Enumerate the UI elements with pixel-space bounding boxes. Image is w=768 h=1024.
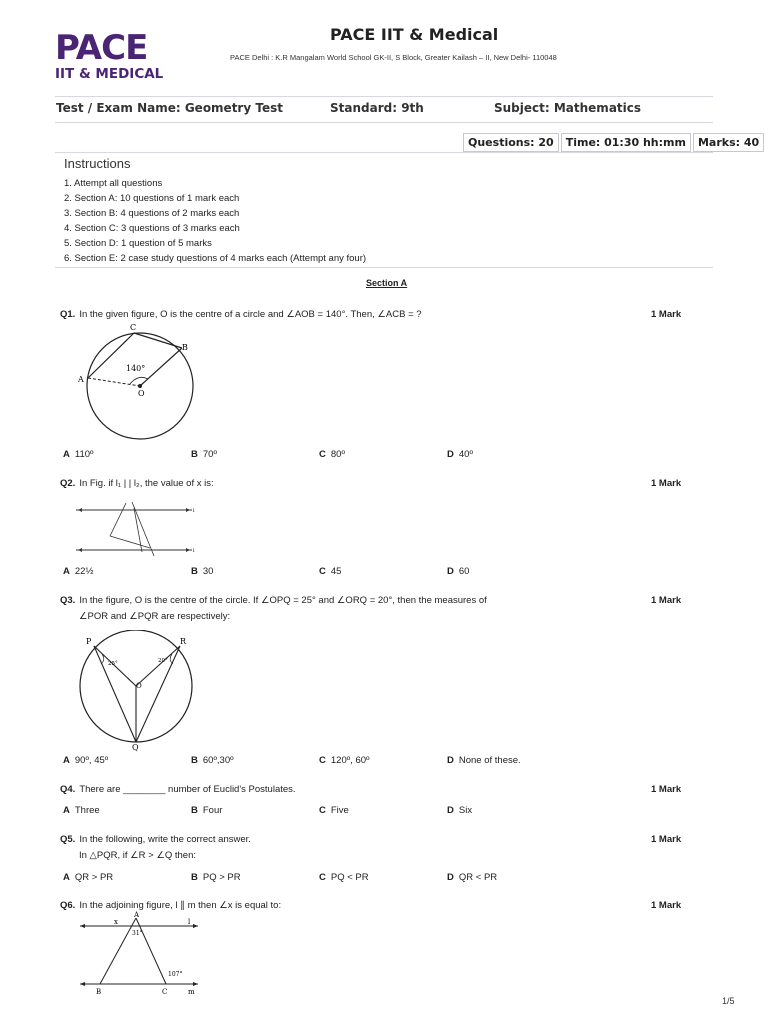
question-2-text <box>60 478 214 489</box>
q4-option-d: D Six <box>447 805 473 816</box>
marks-box: Marks: 40 <box>693 133 764 152</box>
label-c: C <box>162 988 168 996</box>
instruction-item: 6. Section E: 2 case study questions of 4 marks each (Attempt any four) <box>64 253 367 264</box>
question-number: Q5. <box>60 834 76 845</box>
question-text: There are ________ number of Euclid's Postulates. <box>79 784 296 795</box>
label-angle: 140° <box>126 364 146 373</box>
question-number: Q1. <box>60 309 76 320</box>
question-text: In the figure, O is the centre of the circle. If ∠OPQ = 25° and ∠ORQ = 20°, then the measures of <box>79 595 487 606</box>
instruction-item: 5. Section D: 1 question of 5 marks <box>64 238 212 249</box>
label-a: A <box>78 375 84 384</box>
question-text: In the following, write the correct answer. <box>79 834 251 845</box>
q1-option-c: C 80º <box>319 449 345 460</box>
question-text: In the given figure, O is the centre of a circle and ∠AOB = 140°. Then, ∠ACB = ? <box>79 309 422 320</box>
q4-option-a: A Three <box>63 805 100 816</box>
q2-option-d: D 60 <box>447 566 470 577</box>
label-r: R <box>180 637 187 646</box>
exam-stats <box>463 133 764 152</box>
question-text: In the adjoining figure, l ∥ m then ∠x is equal to: <box>79 900 282 911</box>
instruction-item: 2. Section A: 10 questions of 1 mark each <box>64 193 240 204</box>
question-3-figure <box>72 630 200 752</box>
label-angle-107: 107° <box>168 971 183 978</box>
question-2-figure <box>72 500 198 558</box>
exam-subject: Subject: Mathematics <box>494 101 642 115</box>
q4-option-c: C Five <box>319 805 349 816</box>
section-title: Section A <box>366 278 408 288</box>
question-5-text-line2: In △PQR, if ∠R > ∠Q then: <box>79 850 197 861</box>
meta-divider <box>55 122 713 123</box>
svg-text:l: l <box>193 508 195 514</box>
question-1-text <box>60 309 422 320</box>
exam-standard: Standard: 9th <box>330 101 424 115</box>
q5-option-d: D QR < PR <box>447 872 498 883</box>
question-number: Q4. <box>60 784 76 795</box>
svg-text:l: l <box>193 548 195 554</box>
q2-option-a: A 22½ <box>63 566 94 577</box>
q5-option-b: B PQ > PR <box>191 872 241 883</box>
question-number: Q2. <box>60 478 76 489</box>
q3-option-b: B 60º,30º <box>191 755 234 766</box>
questions-count-box: Questions: 20 <box>463 133 559 152</box>
question-4-mark: 1 Mark <box>651 784 682 795</box>
q5-option-a: A QR > PR <box>63 872 114 883</box>
label-l: l <box>188 918 191 926</box>
label-b: B <box>182 343 188 352</box>
label-angle-20: 20° <box>158 658 168 664</box>
label-c: C <box>130 324 137 332</box>
question-3-mark: 1 Mark <box>651 595 682 606</box>
label-q: Q <box>132 743 139 752</box>
address-line: PACE Delhi : K.R Mangalam World School GK-II, S Block, Greater Kailash – II, New Delhi- 110048 <box>230 53 557 62</box>
instruction-item: 3. Section B: 4 questions of 2 marks each <box>64 208 240 219</box>
label-o: O <box>136 682 142 690</box>
question-6-mark: 1 Mark <box>651 900 682 911</box>
q3-option-a: A 90º, 45º <box>63 755 109 766</box>
instructions-list <box>64 176 366 266</box>
q1-option-a: A 110º <box>63 449 94 460</box>
logo-top-text: PACE <box>55 28 148 68</box>
q2-option-c: C 45 <box>319 566 342 577</box>
instructions-divider <box>55 267 713 268</box>
label-x: x <box>114 918 118 926</box>
q4-option-b: B Four <box>191 805 223 816</box>
question-5-text <box>60 834 251 845</box>
label-b: B <box>96 988 102 996</box>
question-3-text-line2: ∠POR and ∠PQR are respectively: <box>79 611 231 622</box>
q3-option-d: D None of these. <box>447 755 521 766</box>
page-number: 1/5 <box>722 996 735 1006</box>
question-number: Q3. <box>60 595 76 606</box>
q5-option-c: C PQ < PR <box>319 872 369 883</box>
q1-option-b: B 70º <box>191 449 217 460</box>
label-angle-25: 25° <box>108 661 118 667</box>
instruction-item: 1. Attempt all questions <box>64 178 163 189</box>
page-title: PACE IIT & Medical <box>330 25 499 44</box>
q2-option-b: B 30 <box>191 566 214 577</box>
pace-logo <box>55 30 170 88</box>
label-m: m <box>188 988 195 996</box>
header-divider <box>55 96 713 97</box>
question-1-figure <box>72 324 202 442</box>
q1-option-d: D 40º <box>447 449 473 460</box>
instruction-item: 4. Section C: 3 questions of 3 marks each <box>64 223 240 234</box>
question-5-mark: 1 Mark <box>651 834 682 845</box>
stats-divider <box>55 152 713 153</box>
q3-option-c: C 120º, 60º <box>319 755 370 766</box>
question-2-mark: 1 Mark <box>651 478 682 489</box>
question-4-text <box>60 784 296 795</box>
question-1-mark: 1 Mark <box>651 309 682 320</box>
question-3-text <box>60 595 487 606</box>
label-p: P <box>86 637 92 646</box>
time-box: Time: 01:30 hh:mm <box>561 133 691 152</box>
label-a: A <box>134 911 140 919</box>
logo-bottom-text: IIT & MEDICAL <box>55 66 164 82</box>
question-number: Q6. <box>60 900 76 911</box>
question-6-figure <box>76 910 202 996</box>
instructions-title: Instructions <box>64 156 131 171</box>
label-angle-31: 31° <box>132 930 143 937</box>
exam-name: Test / Exam Name: Geometry Test <box>56 101 283 115</box>
question-text: In Fig. if l₁ | | l₂, the value of x is: <box>79 478 214 489</box>
label-o: O <box>138 389 145 398</box>
